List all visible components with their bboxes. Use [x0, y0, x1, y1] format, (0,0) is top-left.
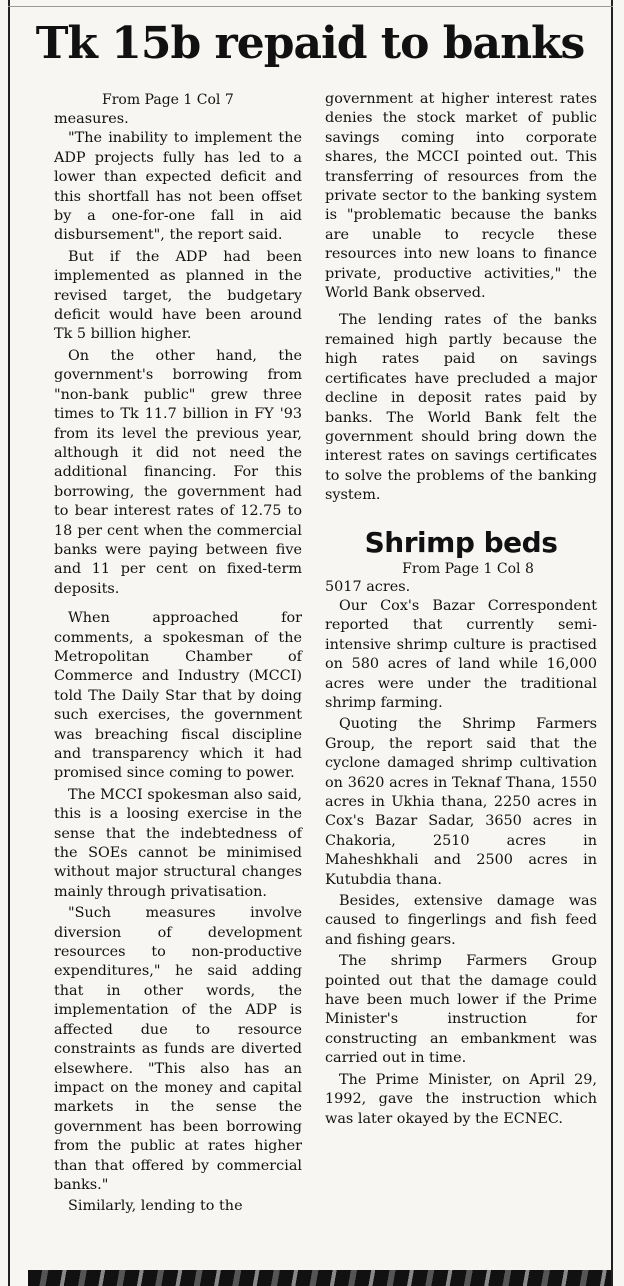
left-column	[54, 90, 302, 1217]
paragraph: government at higher interest rates denies the stock market of public savings coming into corporate shares, the MCCI pointed out. This transferring of resources from the private sector to the banking system is "problematic because the banks are unable to recycle these resources into new loans to finance private, productive activities," the World Bank observed.	[325, 91, 597, 302]
headline: Tk 15b repaid to banks	[35, 18, 585, 69]
right-column	[325, 90, 597, 1129]
jump-line: From Page 1 Col 7	[102, 92, 234, 108]
next-article-border	[28, 1270, 611, 1286]
paragraph: Similarly, lending to the	[68, 1198, 243, 1215]
paragraph: Our Cox's Bazar Correspondent reported that currently semi-intensive shrimp culture is practised on 580 acres of land while 16,000 acres were under the traditional shrimp farming.	[325, 597, 597, 711]
left-column-rule	[8, 0, 10, 1286]
top-rule	[8, 6, 613, 7]
paragraph: Quoting the Shrimp Farmers Group, the report said that the cyclone damaged shrimp cultivation on 3620 acres in Teknaf Thana, 1550 acres in Ukhia thana, 2250 acres in Cox's Bazar Sadar, 3650 acres in Chakoria, 2510 acres in Maheshkhali and 2500 acres in Kutubdia thana.	[325, 716, 597, 888]
paragraph: 5017 acres.	[325, 578, 411, 595]
subhead-shrimp-beds: Shrimp beds	[364, 525, 558, 559]
paragraph: measures.	[54, 111, 129, 127]
paragraph: The Prime Minister, on April 29, 1992, gave the instruction which was later okayed by the ECNEC.	[325, 1071, 597, 1127]
paragraph: The shrimp Farmers Group pointed out that the damage could have been much lower if the Prime Minister's instruction for constructing an embankment was carried out in time.	[325, 953, 597, 1067]
paragraph: The MCCI spokesman also said, this is a loosing exercise in the sense that the indebtedness of the SOEs cannot be minimised without major structural changes mainly through privatisation.	[54, 786, 302, 900]
paragraph: But if the ADP had been implemented as planned in the revised target, the budgetary deficit would have been around Tk 5 billion higher.	[54, 248, 302, 343]
paragraph: On the other hand, the government's borrowing from "non-bank public" grew three times to Tk 11.7 billion in FY '93 from its level the previous year, although it did not need the additional financing. For this borrowing, the government had to bear interest rates of 12.75 to 18 per cent when the commercial banks were paying between five and 11 per cent on fixed-term deposits.	[54, 347, 302, 597]
right-column-rule	[611, 0, 613, 1286]
jump-line: From Page 1 Col 8	[402, 560, 534, 577]
paragraph: Besides, extensive damage was caused to fingerlings and fish feed and fishing gears.	[325, 893, 597, 948]
paragraph: The lending rates of the banks remained high partly because the high rates paid on savings certificates have precluded a major decline in deposit rates paid by banks. The World Bank felt the government should bring down the interest rates on savings certificates to solve the problems of the banking system.	[325, 312, 597, 504]
paragraph: "The inability to implement the ADP projects fully has led to a lower than expected deficit and this shortfall has not been offset by a one-for-one fall in aid disbursement", the report said.	[54, 130, 302, 244]
paragraph: When approached for comments, a spokesman of the Metropolitan Chamber of Commerce and Industry (MCCI) told The Daily Star that by doing such exercises, the government was breaching fiscal discipline and transparency which it had promised since coming to power.	[54, 610, 302, 782]
paragraph: "Such measures involve diversion of development resources to non-productive expenditures," he said adding that in other words, the implementation of the ADP is affected due to resource constraints as funds are diverted elsewhere. "This also has an impact on the money and capital markets in the sense the government has been borrowing from the public at rates higher than that offered by commercial banks."	[54, 905, 302, 1193]
